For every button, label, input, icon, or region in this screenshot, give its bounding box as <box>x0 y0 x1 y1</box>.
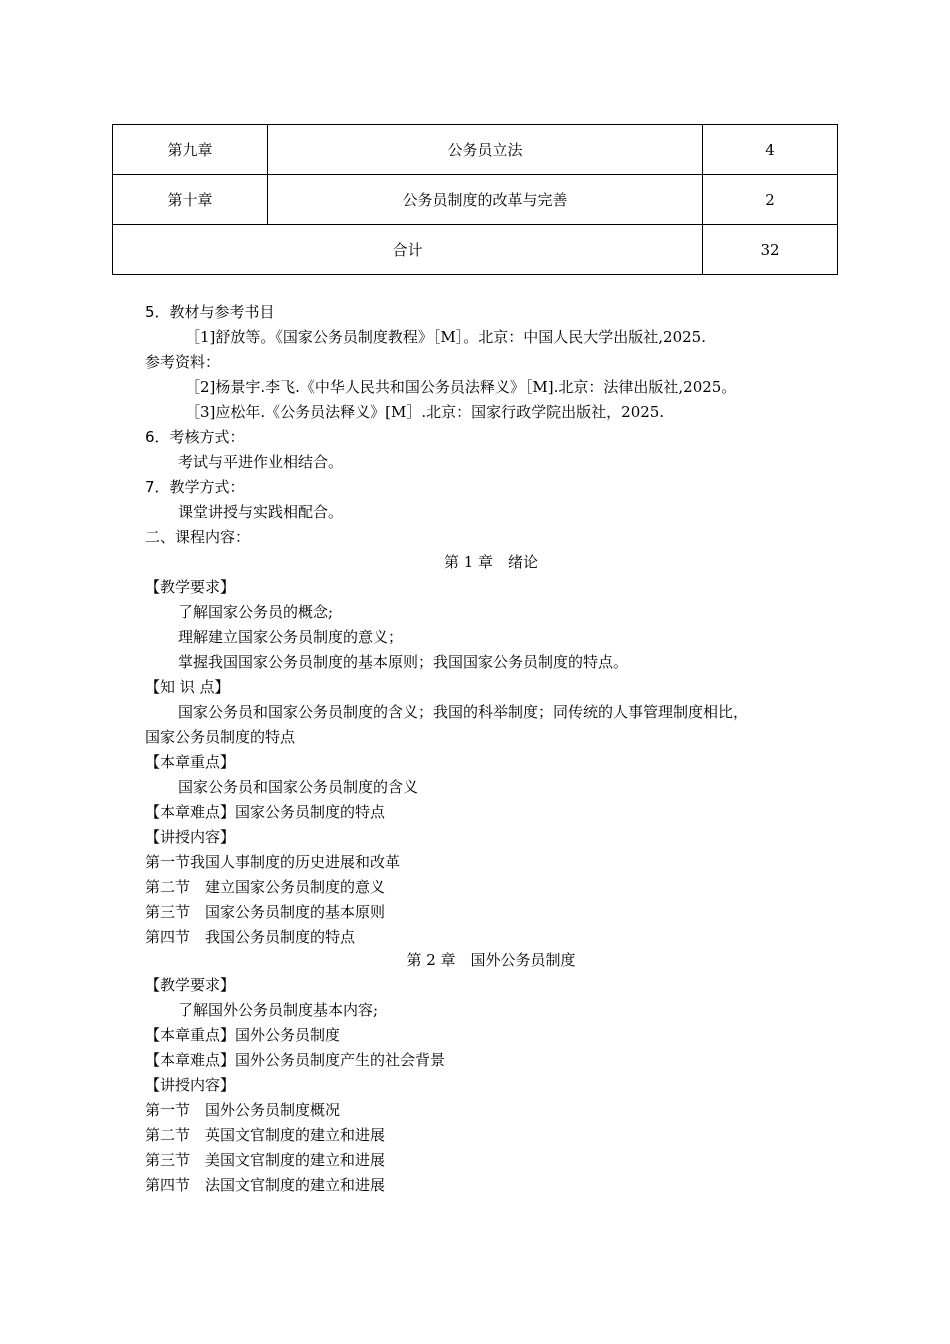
chapter2-section: 第四节 法国文官制度的建立和进展 <box>145 1176 386 1194</box>
total-hours-cell: 32 <box>703 225 838 275</box>
chapter1-difficult-label: 【本章难点】 <box>145 803 236 821</box>
hours-cell: 4 <box>703 125 838 175</box>
textbook-main: ［1]舒放等。《国家公务员制度教程》［M］。北京：中国人民大学出版社,2025. <box>185 328 706 346</box>
chapter-cell: 第九章 <box>113 125 268 175</box>
chapter2-section: 第一节 国外公务员制度概况 <box>145 1101 341 1119</box>
content-heading: 二、课程内容： <box>145 528 251 546</box>
chapter2-req: 了解国外公务员制度基本内容; <box>178 1001 379 1019</box>
teaching-text: 课堂讲授与实践相配合。 <box>178 503 344 521</box>
chapter1-key-text: 国家公务员和国家公务员制度的含义 <box>178 778 419 796</box>
chapter2-title: 第 2 章 国外公务员制度 <box>406 951 576 969</box>
chapter1-difficult <box>145 800 385 825</box>
table-total-row <box>113 225 838 275</box>
teaching-heading: 7．教学方式： <box>145 478 245 496</box>
chapter1-knowledge-label: 【知 识 点】 <box>145 678 230 696</box>
chapter1-section: 第一节我国人事制度的历史进展和改革 <box>145 853 401 871</box>
chapter1-req-label: 【教学要求】 <box>145 578 236 596</box>
reference-item: ［2]杨景宇.李飞.《中华人民共和国公务员法释义》［M].北京：法律出版社,2025。 <box>185 378 737 396</box>
chapter1-difficult-text: 国家公务员制度的特点 <box>235 803 386 821</box>
chapter1-section: 第二节 建立国家公务员制度的意义 <box>145 878 386 896</box>
hours-table <box>112 124 838 275</box>
reference-item: ［3]应松年.《公务员法释义》[M］.北京：国家行政学院出版社，2025. <box>185 403 665 421</box>
chapter1-knowledge-line: 国家公务员制度的特点 <box>145 728 296 746</box>
title-cell: 公务员立法 <box>268 125 703 175</box>
chapter1-knowledge-line: 国家公务员和国家公务员制度的含义；我国的科举制度；同传统的人事管理制度相比， <box>178 703 749 721</box>
chapter2-section: 第三节 美国文官制度的建立和进展 <box>145 1151 386 1169</box>
chapter1-section: 第三节 国家公务员制度的基本原则 <box>145 903 386 921</box>
hours-cell: 2 <box>703 175 838 225</box>
chapter-cell: 第十章 <box>113 175 268 225</box>
reference-heading: 参考资料： <box>145 353 221 371</box>
chapter1-key-label: 【本章重点】 <box>145 753 236 771</box>
table-row <box>113 175 838 225</box>
chapter1-req: 了解国家公务员的概念; <box>178 603 334 621</box>
title-cell: 公务员制度的改革与完善 <box>268 175 703 225</box>
chapter2-req-label: 【教学要求】 <box>145 976 236 994</box>
chapter2-difficult <box>145 1048 445 1073</box>
chapter2-lecture-label: 【讲授内容】 <box>145 1076 236 1094</box>
table-row <box>113 125 838 175</box>
chapter2-section: 第二节 英国文官制度的建立和进展 <box>145 1126 386 1144</box>
chapter2-key-text: 国外公务员制度 <box>235 1026 341 1044</box>
chapter1-req: 理解建立国家公务员制度的意义； <box>178 628 404 646</box>
assessment-text: 考试与平进作业相结合。 <box>178 453 344 471</box>
chapter2-difficult-label: 【本章难点】 <box>145 1051 236 1069</box>
chapter2-difficult-text: 国外公务员制度产生的社会背景 <box>235 1051 446 1069</box>
chapter2-key <box>145 1023 340 1048</box>
total-label-cell: 合计 <box>113 225 703 275</box>
chapter1-section: 第四节 我国公务员制度的特点 <box>145 928 356 946</box>
assessment-heading: 6．考核方式： <box>145 428 245 446</box>
chapter1-lecture-label: 【讲授内容】 <box>145 828 236 846</box>
chapter1-title: 第 1 章 绪论 <box>443 553 539 571</box>
chapter1-req: 掌握我国国家公务员制度的基本原则；我国国家公务员制度的特点。 <box>178 653 629 671</box>
textbooks-heading: 5．教材与参考书目 <box>145 303 275 321</box>
chapter2-key-label: 【本章重点】 <box>145 1026 236 1044</box>
